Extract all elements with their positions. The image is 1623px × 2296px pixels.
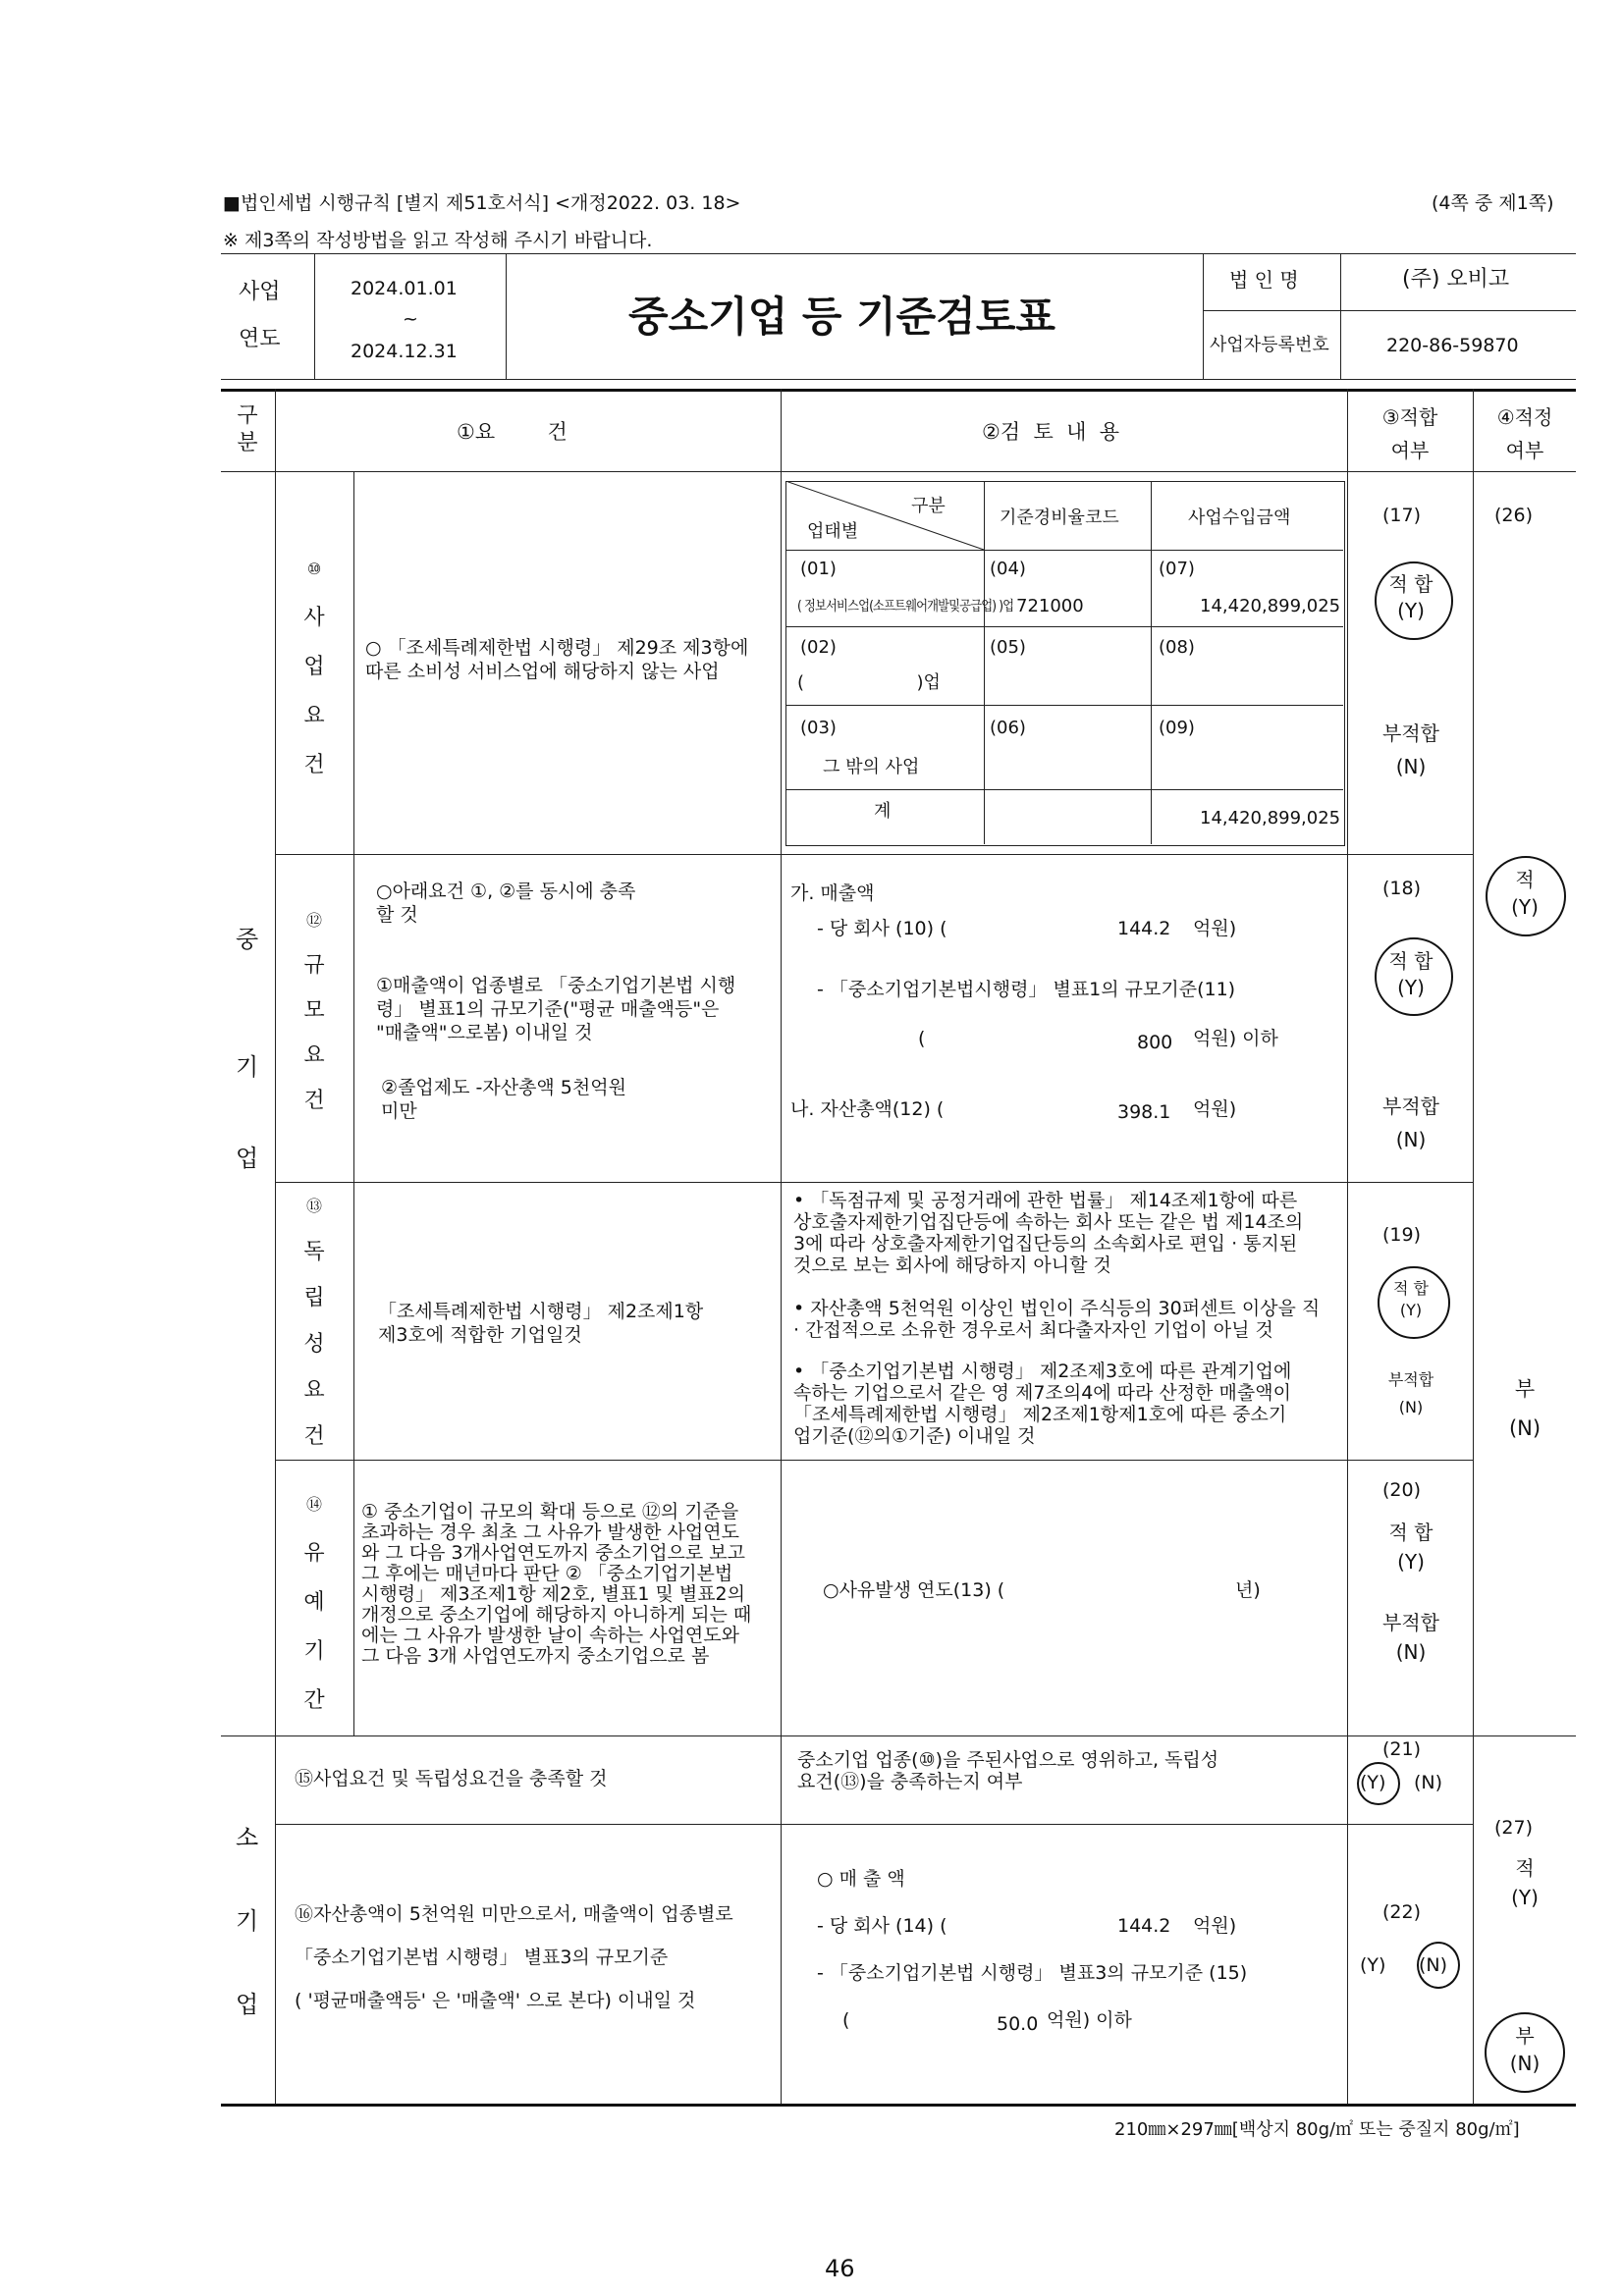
instruction-note: ※ 제3쪽의 작성방법을 읽고 작성해 주시기 바랍니다.: [223, 230, 653, 251]
small-label-2: 기: [236, 1907, 259, 1935]
s106-rev-a2-open: (: [842, 2009, 850, 2031]
s106-req-2: 「중소기업기본법 시행령」 별표3의 규모기준: [295, 1947, 669, 1968]
form-reference: ■법인세법 시행규칙 [별지 제51호서식] <개정2022. 03. 18>: [223, 192, 741, 214]
s102-req-3: ②졸업제도 -자산총액 5천억원 미만: [381, 1077, 626, 1122]
r1-c3-no: (07): [1159, 559, 1195, 579]
s105-fit-no: (21): [1382, 1738, 1422, 1760]
r1-c2-no: (04): [990, 559, 1026, 579]
s103-requirement: 「조세특례제한법 시행령」 제2조제1항제3호에 적합한 기업일것: [378, 1301, 704, 1346]
hdr-code: 기준경비율코드: [1000, 507, 1119, 528]
total-label: 계: [874, 801, 892, 822]
s106-rev-a1-unit: 억원): [1193, 1915, 1237, 1937]
s106-fit-no: (22): [1382, 1901, 1422, 1923]
s102-proper: 적 (Y): [1511, 868, 1539, 919]
r2-c3-no: (08): [1159, 637, 1195, 658]
s106-rev-a: ○ 매 출 액: [817, 1868, 905, 1890]
r2-code-no: (02): [800, 637, 837, 658]
hdr-diag-bottom: 업태별: [807, 521, 859, 542]
review-header: ②검 토 내 용: [982, 420, 1120, 444]
s101-proper-no: (26): [1494, 505, 1534, 526]
r1-name: ( 정보서비스업(소프트웨어개발및공급업) )업: [797, 599, 1014, 614]
total-amount: 14,420,899,025: [1200, 808, 1341, 828]
period-end: 2024.12.31: [351, 341, 458, 362]
s102-label: ⑫ 규 모 요 건: [303, 911, 325, 1113]
period-label-bottom: 연도: [239, 327, 281, 351]
s103-rev-3: • 「중소기업기본법 시행령」 제2조제3호에 따른 관계기업에 속하는 기업으로서 같은 영 제7조의4에 따라 산정한 매출액이 「조세특례제한법 시행령」 제2조제1항제1호에 따른 중소기업기준(⑫의①기준) 이내일 것: [793, 1361, 1292, 1447]
s101-label: ⑩ 사 업 요 건: [303, 560, 325, 777]
s102-rev-a2-value: 800: [1137, 1032, 1173, 1053]
r3-code-no: (03): [800, 718, 837, 738]
small-label-3: 업: [236, 1991, 259, 2018]
period-tilde: ~: [403, 308, 418, 330]
page-of: (4쪽 중 제1쪽): [1432, 192, 1554, 214]
s106-rev-a1-value: 144.2: [1117, 1915, 1171, 1937]
s103-fit-yes: 적 합 (Y): [1393, 1279, 1429, 1319]
category-header: 구 분: [237, 403, 258, 455]
s103-fit-no-label: 부적합 (N): [1387, 1370, 1434, 1416]
s106-rev-a1-label: - 당 회사 (14) (: [817, 1915, 947, 1937]
s104-fit-no: (20): [1382, 1479, 1422, 1501]
s104-fit-no-label: 부적합 (N): [1382, 1611, 1439, 1664]
s103-proper: 부 (N): [1508, 1377, 1542, 1440]
s103-rev-2: • 자산총액 5천억원 이상인 법인이 주식등의 30퍼센트 이상을 직 · 간접적으로 소유한 경우로서 최다출자자인 기업이 아닐 것: [793, 1298, 1321, 1341]
s105-review: 중소기업 업종(⑩)을 주된사업으로 영위하고, 독립성요건(⑬)을 충족하는지 여부: [797, 1749, 1219, 1792]
s102-rev-b-value: 398.1: [1117, 1101, 1171, 1123]
r3-c2-no: (06): [990, 718, 1026, 738]
hdr-revenue: 사업수입금액: [1188, 507, 1291, 528]
r1-code: 721000: [1016, 596, 1084, 616]
s106-fit-y: (Y): [1360, 1954, 1386, 1976]
s105-proper-yes: 적 (Y): [1511, 1856, 1539, 1909]
s102-rev-a1-unit: 억원): [1193, 918, 1237, 939]
s102-fit-no: (18): [1382, 878, 1422, 899]
s101-requirement: ○ 「조세특례제한법 시행령」 제29조 제3항에 따른 소비성 서비스업에 해당하지 않는 사업: [365, 637, 749, 682]
hdr-diag-top: 구분: [911, 496, 946, 516]
s102-rev-b-label: 나. 자산총액(12) (: [790, 1098, 945, 1120]
corp-name-label: 법 인 명: [1229, 268, 1299, 292]
s106-proper: 부 (N): [1509, 2024, 1541, 2075]
sme-label-2: 기: [236, 1053, 259, 1081]
s106-fit-n: (N): [1419, 1954, 1448, 1976]
s105-requirement: ⑮사업요건 및 독립성요건을 충족할 것: [295, 1768, 608, 1789]
sme-label-1: 중: [236, 926, 259, 953]
period-start: 2024.01.01: [351, 278, 458, 299]
fit-header: ③적합 여부: [1381, 405, 1438, 462]
s103-fit-no: (19): [1382, 1224, 1422, 1246]
s102-rev-b-unit: 억원): [1193, 1098, 1237, 1120]
s106-rev-a2-unit: 억원) 이하: [1047, 2009, 1132, 2031]
s102-rev-a1-value: 144.2: [1117, 918, 1171, 939]
sme-label-3: 업: [236, 1145, 259, 1172]
s101-fit-no-label: 부적합 (N): [1382, 721, 1439, 778]
small-label-1: 소: [236, 1824, 259, 1851]
s105-fit-y: (Y): [1360, 1772, 1386, 1793]
r2-name: ( )업: [797, 672, 941, 693]
s106-rev-a2-value: 50.0: [997, 2013, 1039, 2035]
s104-rev: ○사유발생 연도(13) (: [823, 1579, 1005, 1601]
period-label-top: 사업: [239, 280, 281, 304]
s102-req-1: ○아래요건 ①, ②를 동시에 충족할 것: [376, 881, 636, 926]
s104-fit-yes: 적 합 (Y): [1388, 1521, 1434, 1574]
s104-label: ⑭ 유 예 기 간: [303, 1495, 325, 1713]
page-number: 46: [825, 2255, 855, 2282]
s105-fit-n: (N): [1414, 1772, 1443, 1793]
s102-rev-a2-unit: 억원) 이하: [1193, 1028, 1278, 1049]
s105-proper-no: (27): [1494, 1817, 1534, 1839]
r3-c3-no: (09): [1159, 718, 1195, 738]
s103-rev-1: • 「독점규제 및 공정거래에 관한 법률」 제14조제1항에 따른 상호출자제한기업집단등에 속하는 회사 또는 같은 법 제14조의3에 따라 상호출자제한기업집단등의 소속회사로 편입 · 통지된 것으로 보는 회사에 해당하지 아니할 것: [793, 1190, 1304, 1276]
s102-rev-a2-label: - 「중소기업기본법시행령」 별표1의 규모기준(11): [817, 979, 1236, 1000]
r2-c2-no: (05): [990, 637, 1026, 658]
paper-spec: 210㎜×297㎜[백상지 80g/㎡ 또는 중질지 80g/㎡]: [1114, 2119, 1520, 2140]
s102-rev-a2-open: (: [918, 1028, 926, 1049]
r3-name: 그 밖의 사업: [823, 757, 920, 777]
s104-requirement: ① 중소기업이 규모의 확대 등으로 ⑫의 기준을 초과하는 경우 최초 그 사유가 발생한 사업연도와 그 다음 3개사업연도까지 중소기업으로 보고 그 후에는 매년마다 판단 ② 「중소기업기본법 시행령」 제3조제1항 제2호, 별표1 및 별표2의 개정으로 중소기업에 해당하지 아니하게 되는 때에는 그 사유가 발생한 날이 속하는 사업연도와 그 다음 3개 사업연도까지 중소기업으로 봄: [361, 1501, 752, 1667]
s103-label: ⑬ 독 립 성 요 건: [303, 1197, 325, 1449]
form-title: 중소기업 등 기준검토표: [628, 293, 1055, 341]
requirement-header: ①요 건: [457, 420, 568, 444]
biz-no: 220-86-59870: [1386, 335, 1519, 356]
s101-fit-no: (17): [1382, 505, 1422, 526]
r1-amount: 14,420,899,025: [1200, 596, 1341, 616]
s106-req-1: ⑯자산총액이 5천억원 미만으로서, 매출액이 업종별로: [295, 1903, 733, 1925]
s106-req-3: ( '평균매출액등' 은 '매출액' 으로 본다) 이내일 것: [295, 1990, 696, 2011]
corp-name: (주) 오비고: [1402, 267, 1510, 292]
proper-header: ④적정 여부: [1496, 405, 1553, 462]
r1-code-no: (01): [800, 559, 837, 579]
biz-no-label: 사업자등록번호: [1210, 335, 1329, 355]
s102-req-2: ①매출액이 업종별로 「중소기업기본법 시행령」 별표1의 규모기준("평균 매출액등"은 "매출액"으로봄) 이내일 것: [376, 975, 736, 1043]
s102-fit-yes: 적 합 (Y): [1388, 949, 1434, 999]
s104-rev-end: 년): [1235, 1579, 1261, 1601]
s102-rev-a: 가. 매출액: [790, 882, 875, 904]
s106-rev-a2-label: - 「중소기업기본법 시행령」 별표3의 규모기준 (15): [817, 1962, 1248, 1984]
s102-rev-a1-label: - 당 회사 (10) (: [817, 918, 947, 939]
s102-fit-no-label: 부적합 (N): [1382, 1095, 1439, 1151]
s101-fit-yes: 적 합 (Y): [1388, 572, 1434, 622]
